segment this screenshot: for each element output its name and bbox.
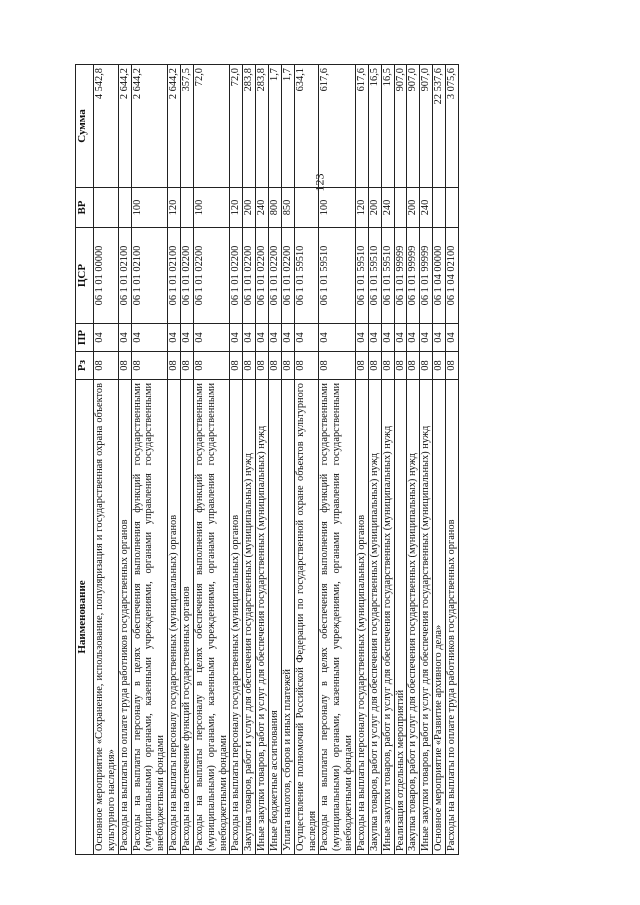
table-row: [294, 65, 319, 855]
cell-csr: 06 1 01 99999: [407, 228, 420, 324]
cell-sum: 1,7: [281, 65, 294, 188]
cell-sum: 16,5: [368, 65, 381, 188]
cell-rz: 08: [433, 352, 446, 380]
cell-vr: 800: [269, 188, 282, 228]
cell-vr: [94, 188, 119, 228]
cell-name: Основное мероприятие «Сохранение, использование, популяризация и государственная охрана объектов культурного наследия»: [94, 380, 119, 855]
budget-table-container: [75, 65, 563, 855]
cell-rz: 08: [118, 352, 131, 380]
cell-csr: 06 1 01 59510: [294, 228, 319, 324]
cell-csr: 06 1 01 02100: [131, 228, 168, 324]
cell-csr: 06 1 01 02200: [281, 228, 294, 324]
cell-sum: 3 075,6: [446, 65, 459, 188]
cell-csr: 06 1 01 59510: [381, 228, 394, 324]
table-row: [319, 65, 356, 855]
cell-sum: 634,1: [294, 65, 319, 188]
cell-vr: 240: [381, 188, 394, 228]
cell-rz: 08: [243, 352, 256, 380]
cell-name: Расходы на выплаты персоналу государственных (муниципальных) органов: [356, 380, 369, 855]
cell-pr: 04: [407, 324, 420, 352]
cell-csr: 06 1 01 02200: [243, 228, 256, 324]
page-number: 123: [312, 173, 327, 191]
cell-csr: 06 1 01 02200: [230, 228, 243, 324]
cell-rz: 08: [230, 352, 243, 380]
cell-pr: 04: [168, 324, 181, 352]
cell-rz: 08: [381, 352, 394, 380]
cell-pr: 04: [446, 324, 459, 352]
cell-sum: 357,5: [181, 65, 194, 188]
cell-rz: 08: [94, 352, 119, 380]
cell-sum: 2 644,2: [118, 65, 131, 188]
cell-sum: 72,0: [230, 65, 243, 188]
header-pr: ПР: [76, 324, 94, 352]
cell-rz: 08: [181, 352, 194, 380]
cell-pr: 04: [118, 324, 131, 352]
cell-sum: 907,0: [407, 65, 420, 188]
cell-rz: 08: [131, 352, 168, 380]
table-row: [420, 65, 433, 855]
table-header-row: [76, 65, 94, 855]
table-row: [281, 65, 294, 855]
cell-name: Закупка товаров, работ и услуг для обеспечения государственных (муниципальных) нужд: [407, 380, 420, 855]
cell-vr: 200: [407, 188, 420, 228]
table-row: [407, 65, 420, 855]
table-row: [168, 65, 181, 855]
cell-vr: 100: [131, 188, 168, 228]
cell-pr: 04: [193, 324, 230, 352]
cell-pr: 04: [420, 324, 433, 352]
cell-vr: 850: [281, 188, 294, 228]
header-sum: Сумма: [76, 65, 94, 188]
cell-name: Расходы на обеспечение функций государственных органов: [181, 380, 194, 855]
cell-csr: 06 1 01 99999: [420, 228, 433, 324]
cell-sum: 907,0: [394, 65, 407, 188]
cell-name: Расходы на выплаты персоналу государственных (муниципальных) органов: [230, 380, 243, 855]
cell-csr: 06 1 04 02100: [446, 228, 459, 324]
cell-pr: 04: [94, 324, 119, 352]
cell-pr: 04: [230, 324, 243, 352]
cell-pr: 04: [368, 324, 381, 352]
budget-table: [75, 64, 459, 855]
cell-name: Расходы на выплаты персоналу в целях обеспечения выполнения функций государственными (муниципальными) органами, казенными учреждениями, органами управления государственными внебюджетными фондами: [319, 380, 356, 855]
cell-csr: 06 1 01 99999: [394, 228, 407, 324]
header-vr: ВР: [76, 188, 94, 228]
cell-pr: 04: [356, 324, 369, 352]
cell-name: Осуществление полномочий Российской Федерации по государственной охране объектов культурного наследия: [294, 380, 319, 855]
cell-pr: 04: [181, 324, 194, 352]
cell-sum: 2 644,2: [131, 65, 168, 188]
cell-csr: 06 1 01 59510: [356, 228, 369, 324]
table-row: [269, 65, 282, 855]
cell-rz: 08: [294, 352, 319, 380]
cell-rz: 08: [319, 352, 356, 380]
table-row: [193, 65, 230, 855]
cell-csr: 06 1 01 02200: [269, 228, 282, 324]
cell-pr: 04: [294, 324, 319, 352]
cell-vr: [294, 188, 319, 228]
cell-name: Закупка товаров, работ и услуг для обеспечения государственных (муниципальных) нужд: [243, 380, 256, 855]
table-row: [356, 65, 369, 855]
cell-name: Закупка товаров, работ и услуг для обеспечения государственных (муниципальных) нужд: [368, 380, 381, 855]
cell-vr: [394, 188, 407, 228]
cell-vr: 100: [319, 188, 356, 228]
cell-sum: 4 542,8: [94, 65, 119, 188]
cell-name: Реализация отдельных мероприятий: [394, 380, 407, 855]
table-row: [446, 65, 459, 855]
cell-csr: 06 1 01 02100: [168, 228, 181, 324]
table-row: [131, 65, 168, 855]
cell-pr: 04: [433, 324, 446, 352]
cell-pr: 04: [394, 324, 407, 352]
cell-pr: 04: [269, 324, 282, 352]
cell-csr: 06 1 01 02100: [118, 228, 131, 324]
cell-vr: 200: [368, 188, 381, 228]
cell-pr: 04: [281, 324, 294, 352]
cell-rz: 08: [281, 352, 294, 380]
cell-rz: 08: [394, 352, 407, 380]
cell-name: Иные закупки товаров, работ и услуг для обеспечения государственных (муниципальных) нужд: [381, 380, 394, 855]
cell-sum: 22 537,6: [433, 65, 446, 188]
cell-vr: 100: [193, 188, 230, 228]
cell-rz: 08: [407, 352, 420, 380]
cell-vr: 120: [168, 188, 181, 228]
cell-sum: 16,5: [381, 65, 394, 188]
cell-rz: 08: [420, 352, 433, 380]
cell-name: Расходы на выплаты персоналу государственных (муниципальных) органов: [168, 380, 181, 855]
cell-vr: 200: [243, 188, 256, 228]
cell-vr: 240: [256, 188, 269, 228]
cell-pr: 04: [131, 324, 168, 352]
cell-vr: [181, 188, 194, 228]
table-row: [118, 65, 131, 855]
cell-vr: [118, 188, 131, 228]
table-row: [256, 65, 269, 855]
cell-csr: 06 1 01 59510: [368, 228, 381, 324]
table-row: [181, 65, 194, 855]
cell-vr: 120: [356, 188, 369, 228]
cell-sum: 617,6: [319, 65, 356, 188]
cell-sum: 283,8: [243, 65, 256, 188]
cell-name: Уплата налогов, сборов и иных платежей: [281, 380, 294, 855]
cell-sum: 617,6: [356, 65, 369, 188]
cell-pr: 04: [319, 324, 356, 352]
cell-csr: 06 1 04 00000: [433, 228, 446, 324]
table-row: [381, 65, 394, 855]
header-csr: ЦСР: [76, 228, 94, 324]
cell-pr: 04: [381, 324, 394, 352]
cell-csr: 06 1 01 02200: [256, 228, 269, 324]
table-row: [243, 65, 256, 855]
cell-name: Расходы на выплаты персоналу в целях обеспечения выполнения функций государственными (муниципальными) органами, казенными учреждениями, органами управления государственными внебюджетными фондами: [193, 380, 230, 855]
cell-sum: 2 644,2: [168, 65, 181, 188]
cell-vr: [433, 188, 446, 228]
cell-vr: [446, 188, 459, 228]
table-row: [433, 65, 446, 855]
cell-name: Основное мероприятие «Развитие архивного дела»: [433, 380, 446, 855]
cell-rz: 08: [446, 352, 459, 380]
header-name: Наименование: [76, 380, 94, 855]
cell-sum: 72,0: [193, 65, 230, 188]
cell-pr: 04: [243, 324, 256, 352]
cell-name: Иные бюджетные ассигнования: [269, 380, 282, 855]
cell-sum: 907,0: [420, 65, 433, 188]
cell-rz: 08: [193, 352, 230, 380]
cell-rz: 08: [269, 352, 282, 380]
cell-csr: 06 1 01 02200: [181, 228, 194, 324]
cell-pr: 04: [256, 324, 269, 352]
header-rz: Рз: [76, 352, 94, 380]
cell-rz: 08: [368, 352, 381, 380]
cell-vr: 240: [420, 188, 433, 228]
cell-name: Расходы на выплаты по оплате труда работников государственных органов: [118, 380, 131, 855]
table-row: [230, 65, 243, 855]
cell-csr: 06 1 01 59510: [319, 228, 356, 324]
cell-csr: 06 1 01 00000: [94, 228, 119, 324]
cell-rz: 08: [356, 352, 369, 380]
cell-sum: 1,7: [269, 65, 282, 188]
cell-vr: 120: [230, 188, 243, 228]
cell-name: Расходы на выплаты персоналу в целях обеспечения выполнения функций государственными (муниципальными) органами, казенными учреждениями, органами управления государственными внебюджетными фондами: [131, 380, 168, 855]
cell-name: Расходы на выплаты по оплате труда работников государственных органов: [446, 380, 459, 855]
cell-name: Иные закупки товаров, работ и услуг для обеспечения государственных (муниципальных) нужд: [256, 380, 269, 855]
cell-rz: 08: [168, 352, 181, 380]
cell-rz: 08: [256, 352, 269, 380]
cell-name: Иные закупки товаров, работ и услуг для обеспечения государственных (муниципальных) нужд: [420, 380, 433, 855]
table-row: [394, 65, 407, 855]
cell-csr: 06 1 01 02200: [193, 228, 230, 324]
table-row: [94, 65, 119, 855]
table-row: [368, 65, 381, 855]
cell-sum: 283,8: [256, 65, 269, 188]
